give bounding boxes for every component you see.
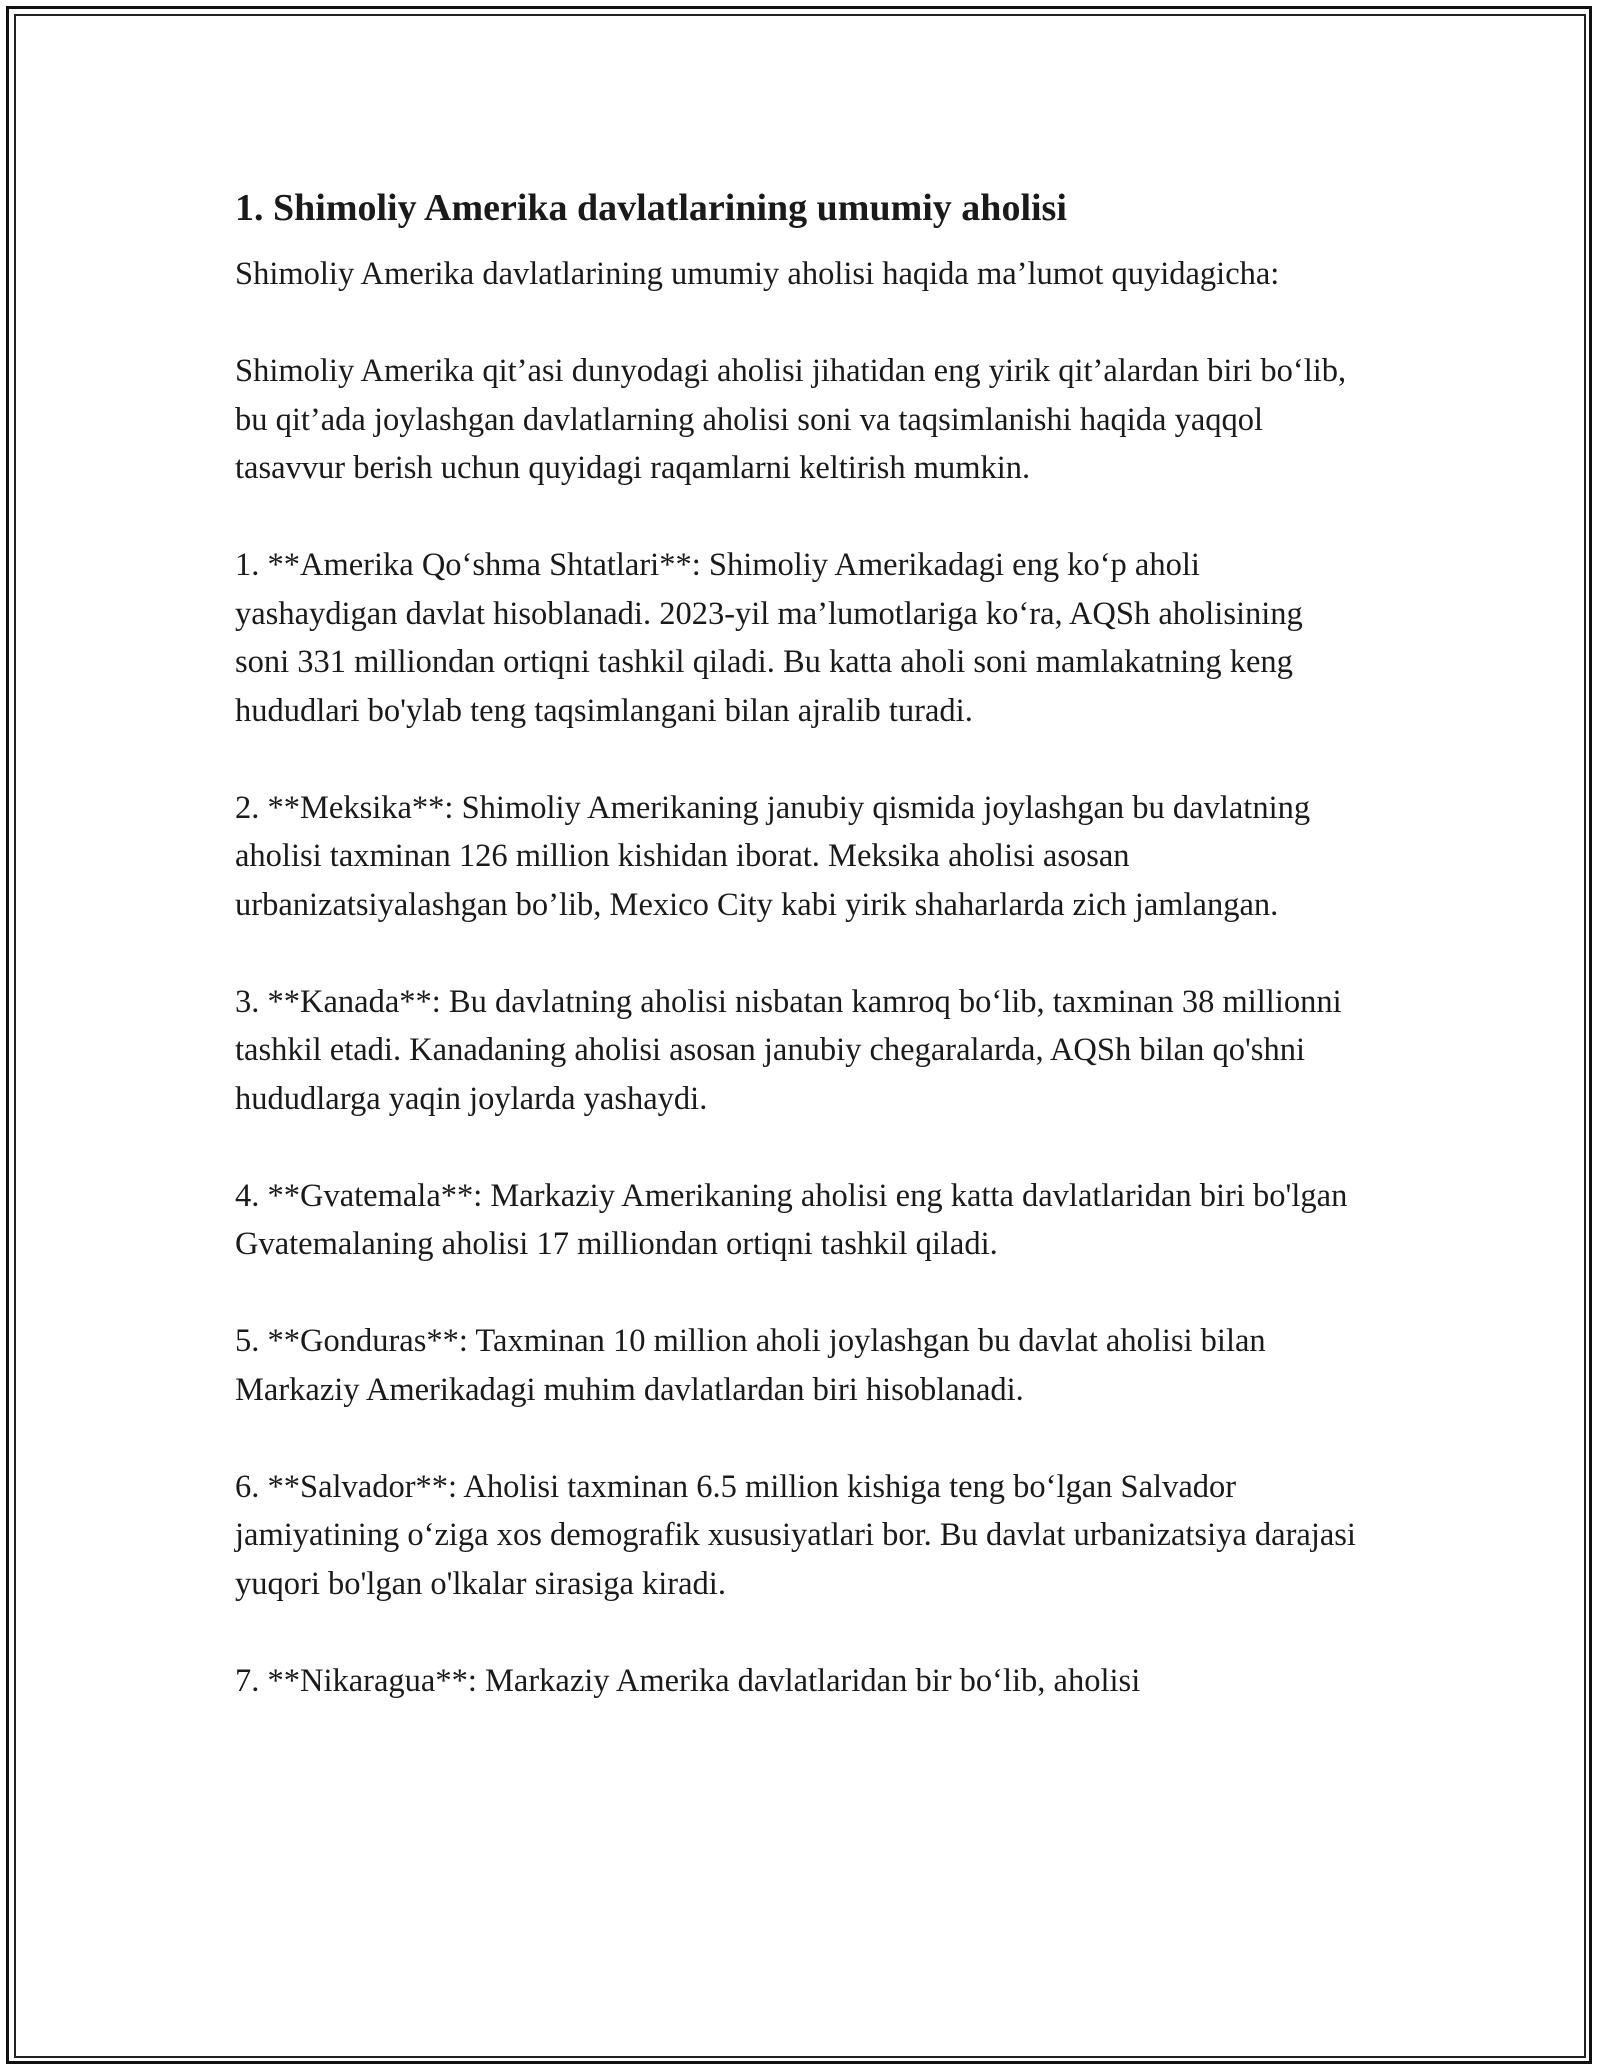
list-item-canada: 3. **Kanada**: Bu davlatning aholisi nisbatan kamroq bo‘lib, taxminan 38 millionni tashkil etadi. Kanadaning aholisi asosan janubiy chegaralarda, AQSh bilan qo'shni hududlarga yaqin joylarda yashaydi. bbox=[235, 983, 1342, 1117]
list-item-salvador: 6. **Salvador**: Aholisi taxminan 6.5 million kishiga teng bo‘lgan Salvador jamiyatining o‘ziga xos demografik xususiyatlari bor. Bu davlat urbanizatsiya darajasi yuqori bo'lgan o'lkalar sirasiga kiradi. bbox=[235, 1468, 1356, 1602]
overview-paragraph: Shimoliy Amerika qit’asi dunyodagi aholisi jihatidan eng yirik qit’alardan biri bo‘lib, bu qit’ada joylashgan davlatlarning aholisi soni va taqsimlanishi haqida yaqqol tasavvur berish uchun quyidagi raqamlarni keltirish mumkin. bbox=[235, 353, 1347, 486]
list-item-mexico: 2. **Meksika**: Shimoliy Amerikaning janubiy qismida joylashgan bu davlatning aholisi taxminan 126 million kishidan iborat. Meksika aholisi asosan urbanizatsiyalashgan bo’lib, Mexico City kabi yirik shaharlarda zich jamlangan. bbox=[235, 789, 1311, 923]
section-heading: 1. Shimoliy Amerika davlatlarining umumiy aholisi bbox=[235, 187, 1067, 229]
list-item-usa: 1. **Amerika Qo‘shma Shtatlari**: Shimoliy Amerikadagi eng ko‘p aholi yashaydigan davlat hisoblanadi. 2023-yil ma’lumotlariga ko‘ra, AQSh aholisining soni 331 milliondan ortiqni tashkil qiladi. Bu katta aholi soni mamlakatning keng hududlari bo'ylab teng taqsimlangani bilan ajralib turadi. bbox=[235, 547, 1303, 729]
list-item-honduras: 5. **Gonduras**: Taxminan 10 million aholi joylashgan bu davlat aholisi bilan Markaziy Amerikadagi muhim davlatlardan biri hisoblanadi. bbox=[235, 1323, 1266, 1408]
document-body bbox=[235, 184, 1365, 1754]
list-item-nicaragua: 7. **Nikaragua**: Markaziy Amerika davlatlaridan bir bo‘lib, aholisi bbox=[235, 1662, 1141, 1699]
list-item-guatemala: 4. **Gvatemala**: Markaziy Amerikaning aholisi eng katta davlatlaridan biri bo'lgan Gvatemalaning aholisi 17 milliondan ortiqni tashkil qiladi. bbox=[235, 1177, 1348, 1262]
intro-paragraph: Shimoliy Amerika davlatlarining umumiy aholisi haqida ma’lumot quyidagicha: bbox=[235, 256, 1280, 292]
